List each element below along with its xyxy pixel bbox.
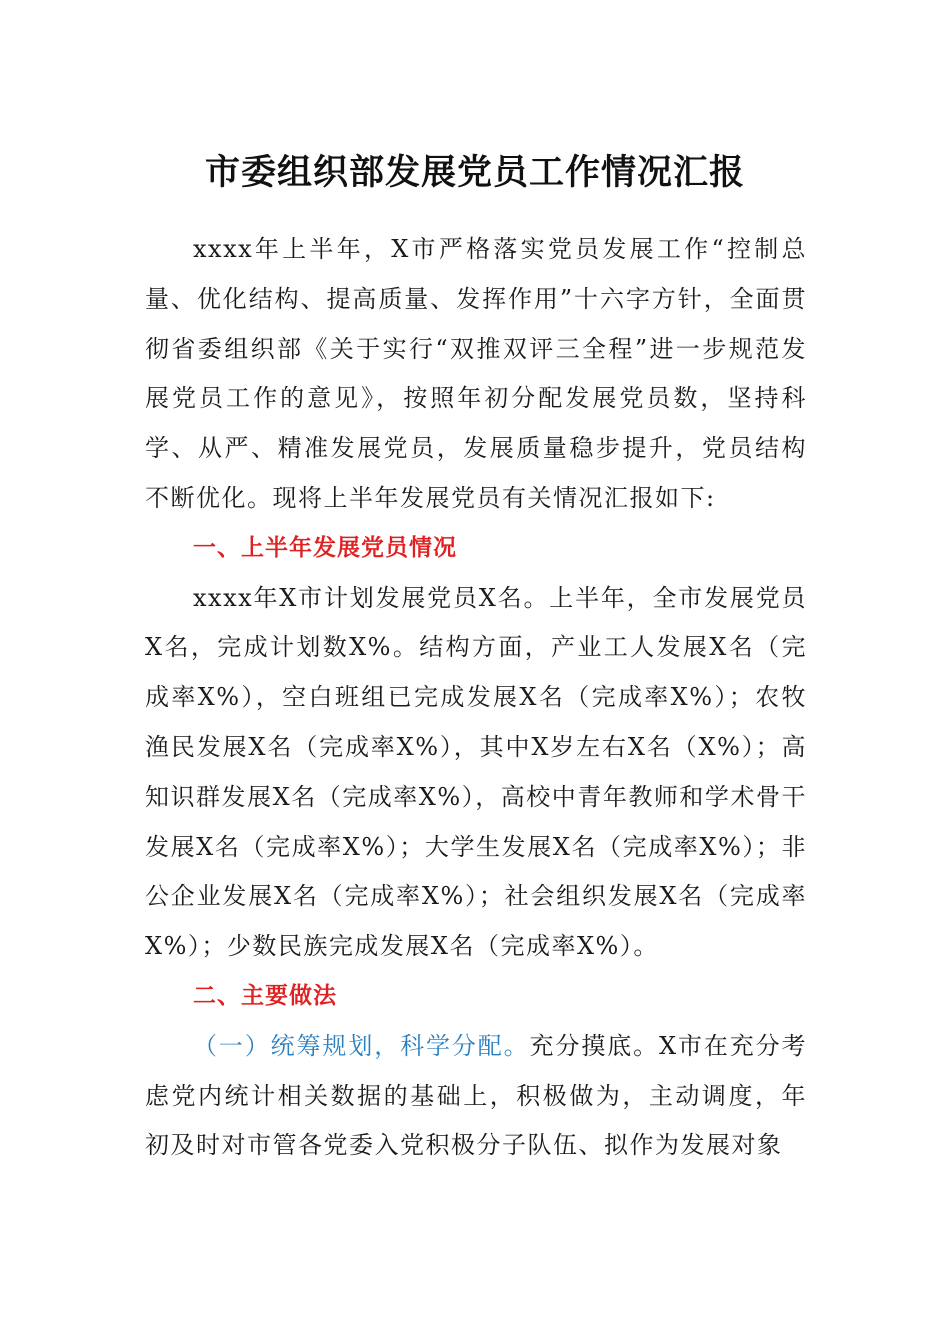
subsection1-text: 充分摸底。X市在充分考虑党内统计相关数据的基础上，积极做为，主动调度，年初及时对市管各党委入党积极分子队伍、拟作为发展对象 xyxy=(145,1031,808,1160)
intro-paragraph: xxxx年上半年，X市严格落实党员发展工作“控制总量、优化结构、提高质量、发挥作用”十六字方针，全面贯彻省委组织部《关于实行“双推双评三全程”进一步规范发展党员工作的意见》，按照年初分配发展党员数，坚持科学、从严、精准发展党员，发展质量稳步提升，党员结构不断优化。现将上半年发展党员有关情况汇报如下: xyxy=(145,235,807,512)
section-heading-1: 一、上半年发展党员情况 xyxy=(193,534,457,561)
document-body xyxy=(145,225,807,1171)
subsection1-paragraph xyxy=(145,1022,807,1171)
subsection-heading-1: （一）统筹规划，科学分配。 xyxy=(193,1031,530,1060)
section1-paragraph: xxxx年X市计划发展党员X名。上半年，全市发展党员X名，完成计划数X%。结构方面，产业工人发展X名（完成率X%），空白班组已完成发展X名（完成率X%）；农牧渔民发展X名（完成率X%），其中X岁左右X名（X%）；高知识群发展X名（完成率X%），高校中青年教师和学术骨干发展X名（完成率X%）；大学生发展X名（完成率X%）；非公企业发展X名（完成率X%）；社会组织发展X名（完成率X%）；少数民族完成发展X名（完成率X%）。 xyxy=(145,583,807,961)
section-heading-2: 二、主要做法 xyxy=(193,982,337,1009)
document-title: 市委组织部发展党员工作情况汇报 xyxy=(204,152,745,193)
